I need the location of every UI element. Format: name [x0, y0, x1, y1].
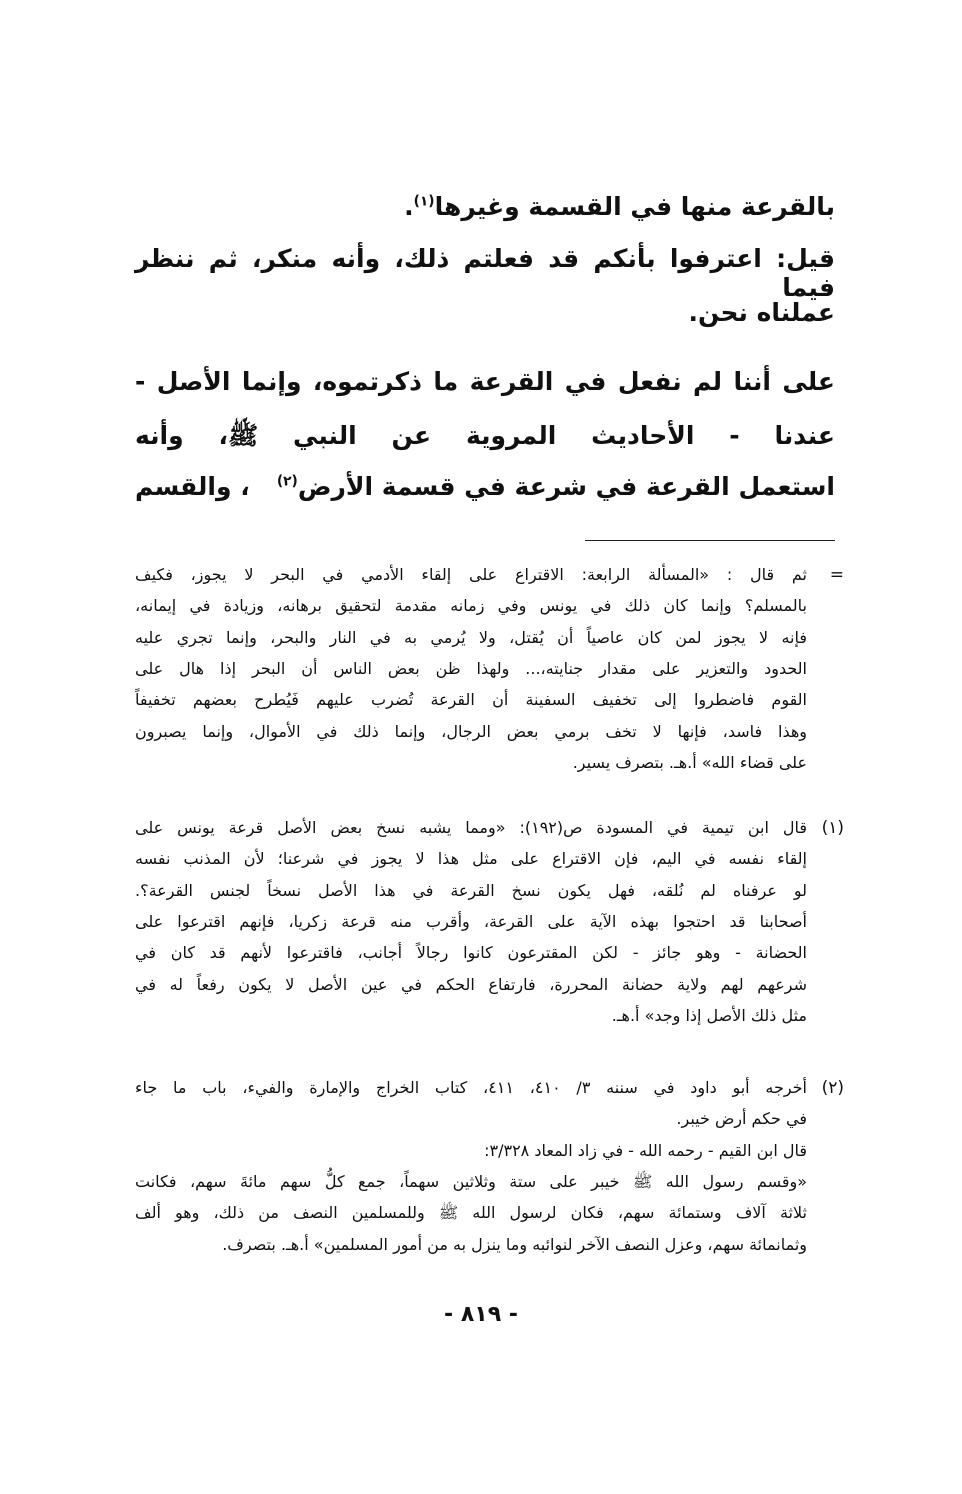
footnote-line: لو عرفناه لم نُلقه، فهل يكون نسخ القرعة في هذا الأصل نسخاً لجنس القرعة؟. — [135, 880, 807, 900]
footnote-line: «وقسم رسول الله ﷺ خيبر على ستة وثلاثين سهماً، جمع كلُّ سهم مائةَ سهم، فكانت — [135, 1171, 807, 1191]
main-line — [135, 192, 835, 221]
footnote-ref-1[interactable]: (١) — [413, 193, 435, 210]
footnote-line: ثلاثة آلاف وستمائة سهم، فكان لرسول الله ﷺ وللمسلمين النصف من ذلك، وهو ألف — [135, 1203, 807, 1223]
punctuation: . — [404, 192, 414, 221]
main-line: قيل: اعترفوا بأنكم قد فعلتم ذلك، وأنه منكر، ثم ننظر فيما — [135, 244, 835, 302]
page-number: - ٨١٩ - — [444, 1302, 518, 1327]
footnote-line: مثل ذلك الأصل إذا وجد» أ.هـ. — [611, 1005, 807, 1025]
main-line — [135, 472, 835, 501]
footnote-marker: = — [829, 565, 844, 585]
main-line: عملناه نحن. — [688, 298, 835, 327]
footnote-line: أخرجه أبو داود في سننه ٣/ ٤١٠، ٤١١، كتاب الخراج والإمارة والفيء، باب ما جاء — [135, 1078, 807, 1097]
main-line: عندنا - الأحاديث المروية عن النبي ﷺ، وأنه — [135, 421, 835, 450]
footnote-line: ثم قال : «المسألة الرابعة: الاقتراع على إلقاء الأدمي في البحر لا يجوز، فكيف — [135, 565, 807, 584]
footnote-line: الحضانة - وهو جائز - لكن المقترعون كانوا رجالاً أجانب، فاقترعوا لأنهم قد كان في — [135, 943, 807, 963]
footnote-line: شرعهم لهم ولاية حضانة المحررة، فارتفاع الحكم في عين الأصل لا يكون رفعاً له في — [135, 974, 807, 994]
footnote-ref-2[interactable]: (٢) — [276, 473, 298, 490]
footnote-marker: (٢) — [821, 1078, 844, 1098]
footnote-line: الحدود والتعزير على مقدار جنايته،... ولهذا ظن بعض الناس أن البحر إذا هال على — [135, 658, 807, 678]
footnote-line: قال ابن القيم - رحمه الله - في زاد المعاد ٣/٣٢٨: — [484, 1140, 807, 1160]
main-line-text: بالقرعة منها في القسمة وغيرها — [434, 192, 835, 221]
footnote-line: في حكم أرض خيبر. — [676, 1109, 807, 1129]
footnote-line: أصحابنا قد احتجوا بهذه الآية على القرعة، وأقرب منه قرعة زكريا، فإنهم اقترعوا على — [135, 911, 807, 931]
footnote-line: وثمانمائة سهم، وعزل النصف الآخر لنوائبه وما ينزل به من أمور المسلمين» أ.هـ. بتصرف. — [222, 1234, 807, 1254]
footnote-separator — [585, 540, 835, 541]
footnote-line: فإنه لا يجوز لمن كان عاصياً أن يُقتل، ولا يُرمي به في النار والبحر، وإنما تجري عليه — [135, 627, 807, 647]
footnote-line: قال ابن تيمية في المسودة ص(١٩٢): «ومما يشبه نسخ بعض الأصل قرعة يونس على — [135, 818, 808, 837]
main-line-text — [277, 472, 835, 501]
main-line: على أننا لم نفعل في القرعة ما ذكرتموه، وإنما الأصل - — [135, 367, 835, 396]
footnote-line: بالمسلم؟ وإنما كان ذلك في يونس وفي زمانه مقدمة لتحقيق برهانه، وزيادة في إيمانه، — [135, 596, 807, 616]
footnote-line: إلقاء نفسه في اليم، فإن الاقتراع على مثل هذا لا يجوز في شرعنا؛ لأن المذنب نفسه — [135, 849, 807, 869]
footnote-line: على قضاء الله» أ.هـ. بتصرف يسير. — [572, 752, 807, 772]
footnote-line: القوم فاضطروا إلى تخفيف السفينة أن القرعة تُضرب عليهم فَيُطرح بعضهم تخفيفاً — [135, 690, 807, 710]
footnote-marker: (١) — [821, 818, 844, 838]
footnote-line: وهذا فاسد، فإنها لا تخف برمي بعض الرجال، وإنما ذلك في الأموال، وإنما يصبرون — [135, 721, 807, 741]
main-line-text-part: استعمل القرعة في شرعة في قسمة الأرض — [297, 472, 835, 501]
main-line-end: ، والقسم — [135, 472, 250, 501]
